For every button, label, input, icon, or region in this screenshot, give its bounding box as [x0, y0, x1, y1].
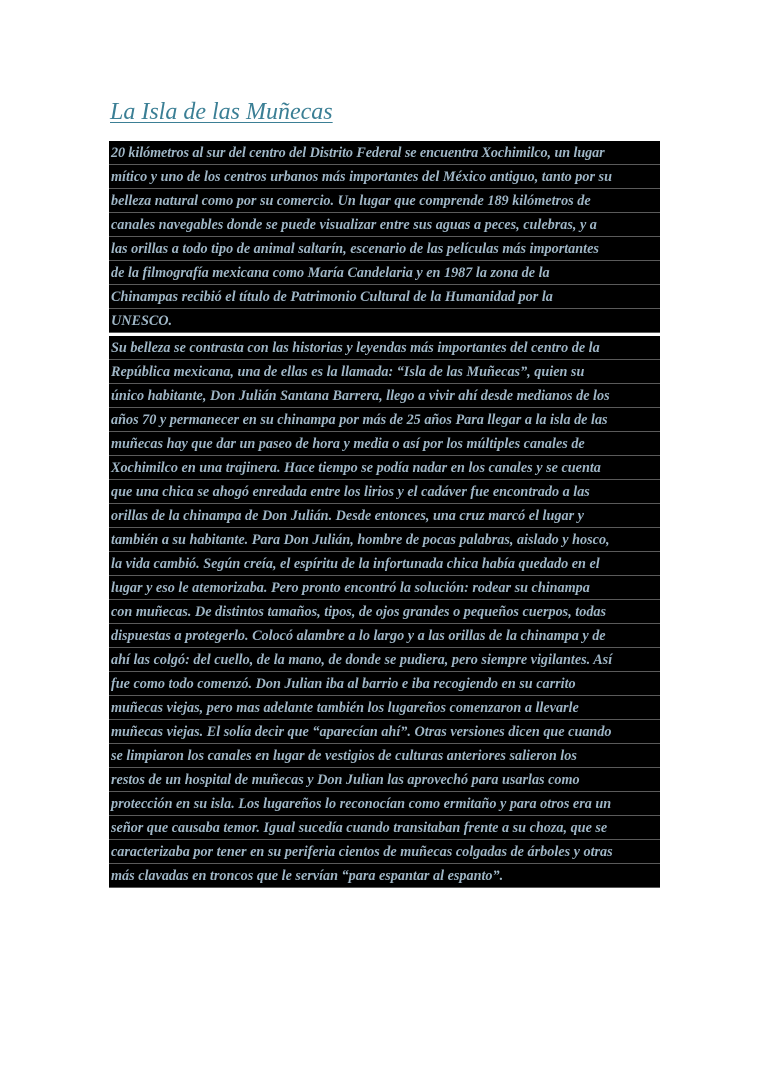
text-line: lugar y eso le atemorizaba. Pero pronto encontró la solución: rodear su chinampa	[109, 576, 660, 600]
text-line: fue como todo comenzó. Don Julian iba al barrio e iba recogiendo en su carrito	[109, 672, 660, 696]
text-line: dispuestas a protegerlo. Colocó alambre a lo largo y a las orillas de la chinampa y de	[109, 624, 660, 648]
document-title: La Isla de las Muñecas	[110, 99, 333, 125]
text-line: que una chica se ahogó enredada entre los lirios y el cadáver fue encontrado a las	[109, 480, 660, 504]
text-line: con muñecas. De distintos tamaños, tipos, de ojos grandes o pequeños cuerpos, todas	[109, 600, 660, 624]
text-line: restos de un hospital de muñecas y Don Julian las aprovechó para usarlas como	[109, 768, 660, 792]
document-body	[109, 141, 660, 888]
text-line: 20 kilómetros al sur del centro del Distrito Federal se encuentra Xochimilco, un lugar	[109, 141, 660, 165]
text-line: belleza natural como por su comercio. Un lugar que comprende 189 kilómetros de	[109, 189, 660, 213]
text-line: Chinampas recibió el título de Patrimonio Cultural de la Humanidad por la	[109, 285, 660, 309]
text-line: canales navegables donde se puede visualizar entre sus aguas a peces, culebras, y a	[109, 213, 660, 237]
text-line: se limpiaron los canales en lugar de vestigios de culturas anteriores salieron los	[109, 744, 660, 768]
text-line: protección en su isla. Los lugareños lo reconocían como ermitaño y para otros era un	[109, 792, 660, 816]
text-line: UNESCO.	[109, 309, 660, 333]
text-line: más clavadas en troncos que le servían “para espantar al espanto”.	[109, 864, 660, 888]
text-line: también a su habitante. Para Don Julián, hombre de pocas palabras, aislado y hosco,	[109, 528, 660, 552]
text-line: República mexicana, una de ellas es la llamada: “Isla de las Muñecas”, quien su	[109, 360, 660, 384]
paragraph-2	[109, 336, 660, 888]
text-line: las orillas a todo tipo de animal saltarín, escenario de las películas más importantes	[109, 237, 660, 261]
paragraph-1	[109, 141, 660, 333]
text-line: Su belleza se contrasta con las historias y leyendas más importantes del centro de la	[109, 336, 660, 360]
text-line: de la filmografía mexicana como María Candelaria y en 1987 la zona de la	[109, 261, 660, 285]
text-line: mítico y uno de los centros urbanos más importantes del México antiguo, tanto por su	[109, 165, 660, 189]
text-line: orillas de la chinampa de Don Julián. Desde entonces, una cruz marcó el lugar y	[109, 504, 660, 528]
text-line: muñecas viejas, pero mas adelante también los lugareños comenzaron a llevarle	[109, 696, 660, 720]
text-line: muñecas hay que dar un paseo de hora y media o así por los múltiples canales de	[109, 432, 660, 456]
text-line: único habitante, Don Julián Santana Barrera, llego a vivir ahí desde medianos de los	[109, 384, 660, 408]
text-line: muñecas viejas. El solía decir que “aparecían ahí”. Otras versiones dicen que cuando	[109, 720, 660, 744]
text-line: ahí las colgó: del cuello, de la mano, de donde se pudiera, pero siempre vigilantes. Así	[109, 648, 660, 672]
text-line: caracterizaba por tener en su periferia cientos de muñecas colgadas de árboles y otras	[109, 840, 660, 864]
text-line: señor que causaba temor. Igual sucedía cuando transitaban frente a su choza, que se	[109, 816, 660, 840]
text-line: Xochimilco en una trajinera. Hace tiempo se podía nadar en los canales y se cuenta	[109, 456, 660, 480]
text-line: años 70 y permanecer en su chinampa por más de 25 años Para llegar a la isla de las	[109, 408, 660, 432]
text-line: la vida cambió. Según creía, el espíritu de la infortunada chica había quedado en el	[109, 552, 660, 576]
